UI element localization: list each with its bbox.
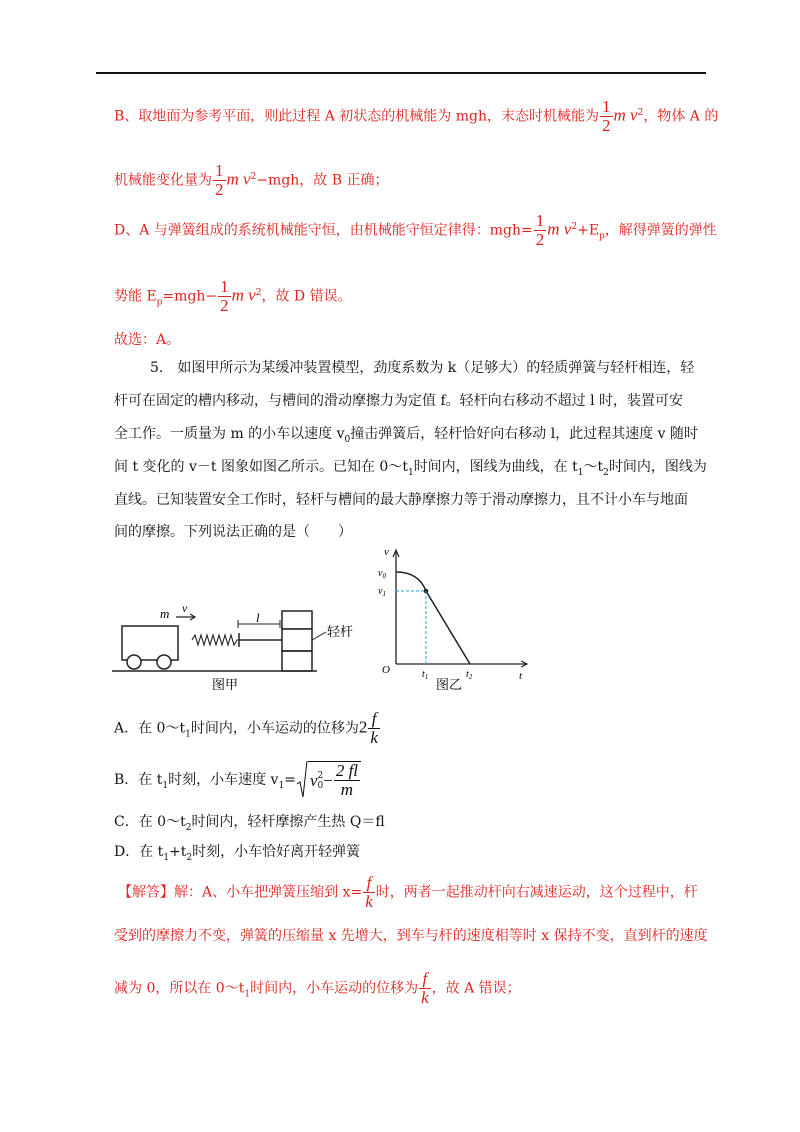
fraction-2fl-m: $\frac{2 fl}{m}$ [335, 761, 359, 799]
solution-line2: 受到的摩擦力不变，弹簧的压缩量 x 先增大，到车与杆的速度相等时 x 保持不变，直到杆的速度 [114, 928, 708, 944]
cart-wheel [127, 655, 141, 669]
solution-line3: 减为 0，所以在 $0\sim t_1$时间内，小车运动的位移为 $\frac{f}{k}$ ，故 A 错误； [114, 969, 521, 1007]
option-c[interactable]: C．在 $0\sim t_2$时间内，轻杆摩擦产生热 Q＝fl [114, 814, 385, 833]
option-b[interactable]: B．在 $t_1$时刻，小车速度 $v_1=$ v 2 0 − $\frac{2 fl}{m}$ [114, 760, 361, 800]
length-label: l [256, 610, 260, 625]
slot-lower [282, 651, 312, 671]
question-line6: 间的摩擦。下列说法正确的是（ ） [114, 524, 352, 540]
fraction-half: $\frac{1}{2}$ [602, 97, 611, 135]
fraction-half: $\frac{1}{2}$ [220, 277, 229, 315]
v0-label: $v_0$ [378, 568, 386, 580]
v1-label: $v_1$ [378, 586, 386, 598]
cart-body [122, 626, 178, 660]
rod [282, 629, 312, 651]
sqrt-expression: v 2 0 − $\frac{2 fl}{m}$ [296, 760, 361, 800]
para-b-line1: B、取地面为参考平面，则此过程 A 初状态的机械能为 mgh，末态时机械能为 $\frac{1}{2}$ m $v^2$，物体 A 的 [114, 97, 719, 135]
figure-a-caption: 图甲 [212, 677, 239, 692]
question-line4: 间 t 变化的 v－t 图象如图乙所示。已知在 $0\sim t_1$时间内，图线为曲线，在 $t_1\sim t_2$时间内，图线为 [114, 459, 707, 478]
t-axis-label: t [519, 670, 523, 682]
mv-term: m v [613, 105, 638, 125]
para-b-l1-post: ，物体 A 的 [643, 108, 719, 125]
fraction-half: $\frac{1}{2}$ [215, 161, 224, 199]
question-line5: 直线。已知装置安全工作时，轻杆与槽间的最大静摩擦力等于滑动摩擦力，且不计小车与地面 [114, 492, 688, 508]
option-a[interactable]: A．在 $0\sim t_1$时间内，小车运动的位移为2 $\frac{f}{k}$ [114, 709, 378, 747]
header-rule [96, 72, 706, 74]
para-b-l1-text: B、取地面为参考平面，则此过程 A 初状态的机械能为 mgh，末态时机械能为 [114, 108, 600, 125]
figure-a-diagram [112, 596, 362, 692]
fraction-f-k: $\frac{f}{k}$ [365, 873, 373, 911]
slot-upper [282, 611, 312, 629]
para-b-line2: 机械能变化量为 $\frac{1}{2}$ m $v^2-mgh$，故 B 正确； [114, 161, 389, 199]
para-d-line1: D、A 与弹簧组成的系统机械能守恒，由机械能守恒定律得：mgh= $\frac{1}{2}$ m $v^2+E_p$，解得弹簧的弹性 [114, 211, 717, 249]
fraction-half: $\frac{1}{2}$ [535, 211, 545, 249]
question-line1: 5. 如图甲所示为某缓冲装置模型，劲度系数为 k（足够大）的轻质弹簧与轻杆相连，轻 [150, 360, 695, 376]
solution-tag: 【解答】 [118, 884, 174, 901]
origin-label: O [382, 664, 390, 676]
v-axis-label: v [384, 546, 389, 558]
option-d[interactable]: D．在 $t_1+t_2$时刻，小车恰好离开轻弹簧 [114, 844, 361, 863]
linear-segment [426, 591, 470, 664]
figure-b-caption: 图乙 [436, 677, 463, 692]
cart-wheel [157, 655, 171, 669]
rod-pointer [312, 632, 326, 640]
question-line3: 全工作。一质量为 m 的小车以速度 $v_0$撞击弹簧后，轻杆恰好向右移动 l，此过程其速度 v 随时 [114, 426, 699, 445]
rod-label: 轻杆 [327, 624, 354, 639]
para-d-line2: 势能 $E_p=mgh-$ $\frac{1}{2}$ m $v^2$，故 D 错误。 [114, 277, 352, 315]
solution-line1: 【解答】解：A、小车把弹簧压缩到 x= $\frac{f}{k}$ 时，两者一起推动杆向右减速运动，这个过程中，杆 [118, 873, 698, 911]
answer-line: 故选：A。 [114, 332, 181, 348]
fraction-f-k: $\frac{f}{k}$ [421, 969, 429, 1007]
spring [192, 635, 241, 645]
t2-label: $t_2$ [466, 669, 473, 681]
velocity-label: v [182, 601, 188, 615]
figure-b-vt-graph [366, 546, 536, 692]
fraction-f-k: $\frac{f}{k}$ [370, 709, 378, 747]
t1-label: $t_1$ [422, 669, 429, 681]
sqrt-sign [296, 760, 308, 800]
curve-segment [396, 572, 426, 591]
question-line2: 杆可在固定的槽内移动，与槽间的滑动摩擦力为定值 f。轻杆向右移动不超过 l 时，装置可安 [114, 393, 684, 409]
mass-label: m [160, 606, 170, 621]
